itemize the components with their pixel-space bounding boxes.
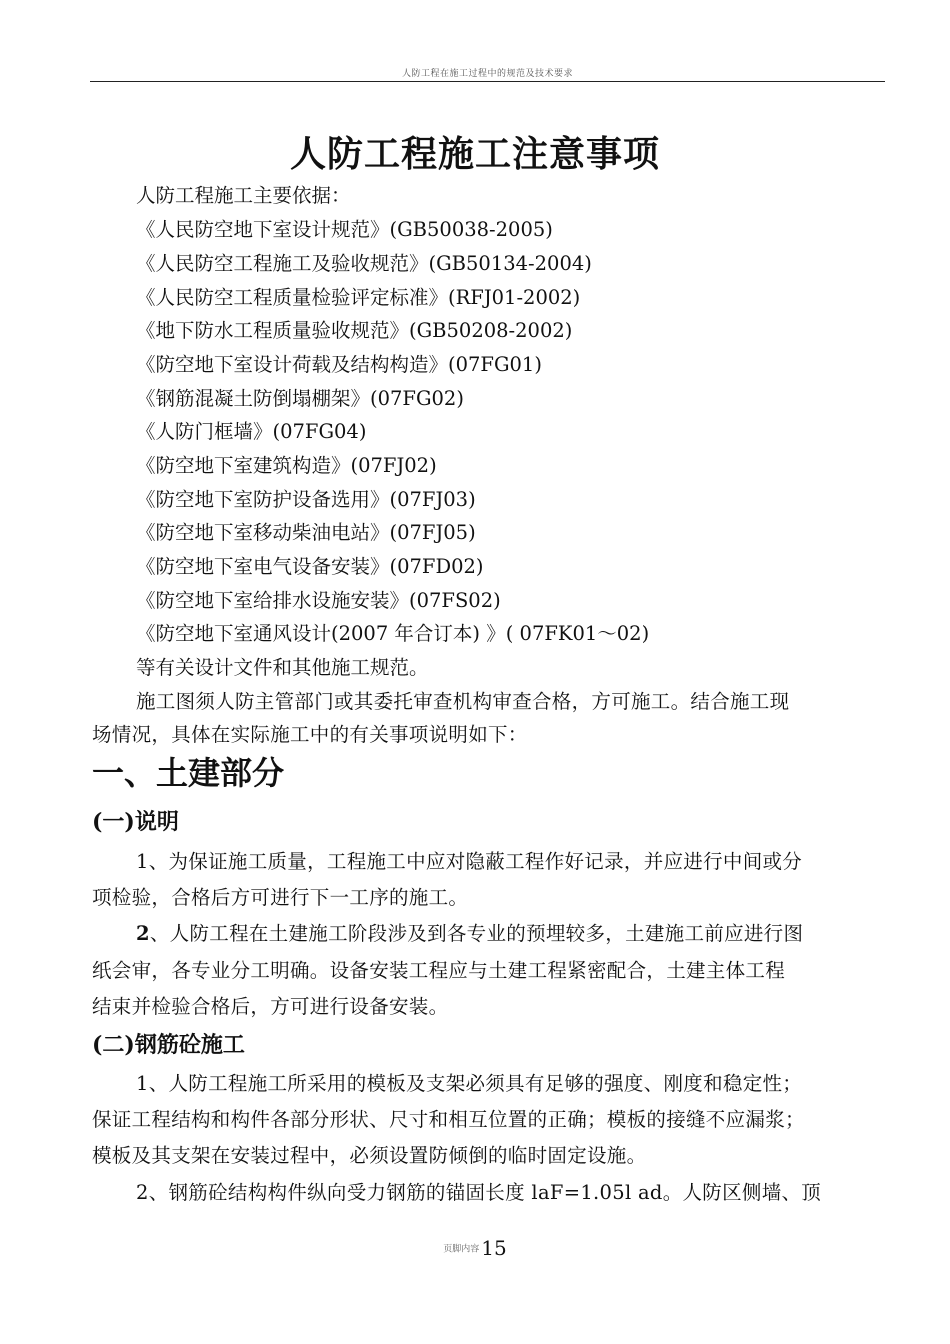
paragraph-line: 保证工程结构和构件各部分形状、尺寸和相互位置的正确；模板的接缝不应漏浆； bbox=[92, 1108, 805, 1131]
subsection-heading: (一)说明 bbox=[92, 809, 179, 835]
basis-item: 《防空地下室设计荷载及结构构造》(07FG01) bbox=[136, 353, 542, 376]
basis-item: 《人防门框墙》(07FG04) bbox=[136, 420, 367, 443]
basis-item: 《人民防空工程施工及验收规范》(GB50134-2004) bbox=[136, 252, 592, 275]
basis-item: 《防空地下室给排水设施安装》(07FS02) bbox=[136, 589, 501, 612]
intro-paragraph-line: 施工图须人防主管部门或其委托审查机构审查合格，方可施工。结合施工现 bbox=[136, 690, 790, 713]
footer-label: 页脚内容 bbox=[443, 1244, 480, 1255]
basis-item: 《防空地下室通风设计(2007 年合订本) 》( 07FK01～02) bbox=[136, 622, 650, 645]
basis-item: 《地下防水工程质量验收规范》(GB50208-2002) bbox=[136, 319, 573, 342]
basis-intro: 人防工程施工主要依据： bbox=[136, 184, 351, 207]
page-number: 15 bbox=[481, 1236, 507, 1260]
basis-item: 《防空地下室建筑构造》(07FJ02) bbox=[136, 454, 437, 477]
basis-item: 《人民防空工程质量检验评定标准》(RFJ01-2002) bbox=[136, 286, 581, 309]
intro-paragraph-line: 场情况，具体在实际施工中的有关事项说明如下： bbox=[92, 723, 528, 746]
paragraph-line: 1、为保证施工质量，工程施工中应对隐蔽工程作好记录，并应进行中间或分 bbox=[136, 850, 803, 873]
paragraph-text: 、人防工程在土建施工阶段涉及到各专业的预埋较多，土建施工前应进行图 bbox=[149, 922, 804, 945]
paragraph-line: 结束并检验合格后，方可进行设备安装。 bbox=[92, 995, 449, 1018]
page-title: 人防工程施工注意事项 bbox=[289, 133, 660, 175]
basis-item: 《钢筋混凝土防倒塌棚架》(07FG02) bbox=[136, 387, 464, 410]
header-rule bbox=[90, 81, 885, 82]
basis-closing: 等有关设计文件和其他施工规范。 bbox=[136, 656, 429, 679]
page-footer bbox=[0, 1236, 950, 1260]
paragraph-line: 1、人防工程施工所采用的模板及支架必须具有足够的强度、刚度和稳定性； bbox=[136, 1072, 803, 1095]
paragraph-line: 纸会审，各专业分工明确。设备安装工程应与土建工程紧密配合，土建主体工程 bbox=[92, 959, 786, 982]
basis-item: 《防空地下室防护设备选用》(07FJ03) bbox=[136, 488, 476, 511]
paragraph-line: 2、钢筋砼结构构件纵向受力钢筋的锚固长度 laF=1.05l ad。人防区侧墙、顶 bbox=[136, 1181, 822, 1204]
paragraph-line: 模板及其支架在安装过程中，必须设置防倾倒的临时固定设施。 bbox=[92, 1144, 647, 1167]
basis-item: 《防空地下室移动柴油电站》(07FJ05) bbox=[136, 521, 476, 544]
paragraph-number: 2 bbox=[136, 922, 150, 945]
subsection-heading: (二)钢筋砼施工 bbox=[92, 1032, 245, 1058]
running-header: 人防工程在施工过程中的规范及技术要求 bbox=[401, 69, 573, 79]
paragraph-line bbox=[136, 918, 926, 946]
paragraph-line: 项检验，合格后方可进行下一工序的施工。 bbox=[92, 886, 469, 909]
basis-item: 《人民防空地下室设计规范》(GB50038-2005) bbox=[136, 218, 553, 241]
basis-item: 《防空地下室电气设备安装》(07FD02) bbox=[136, 555, 484, 578]
section-heading: 一、土建部分 bbox=[92, 754, 285, 792]
